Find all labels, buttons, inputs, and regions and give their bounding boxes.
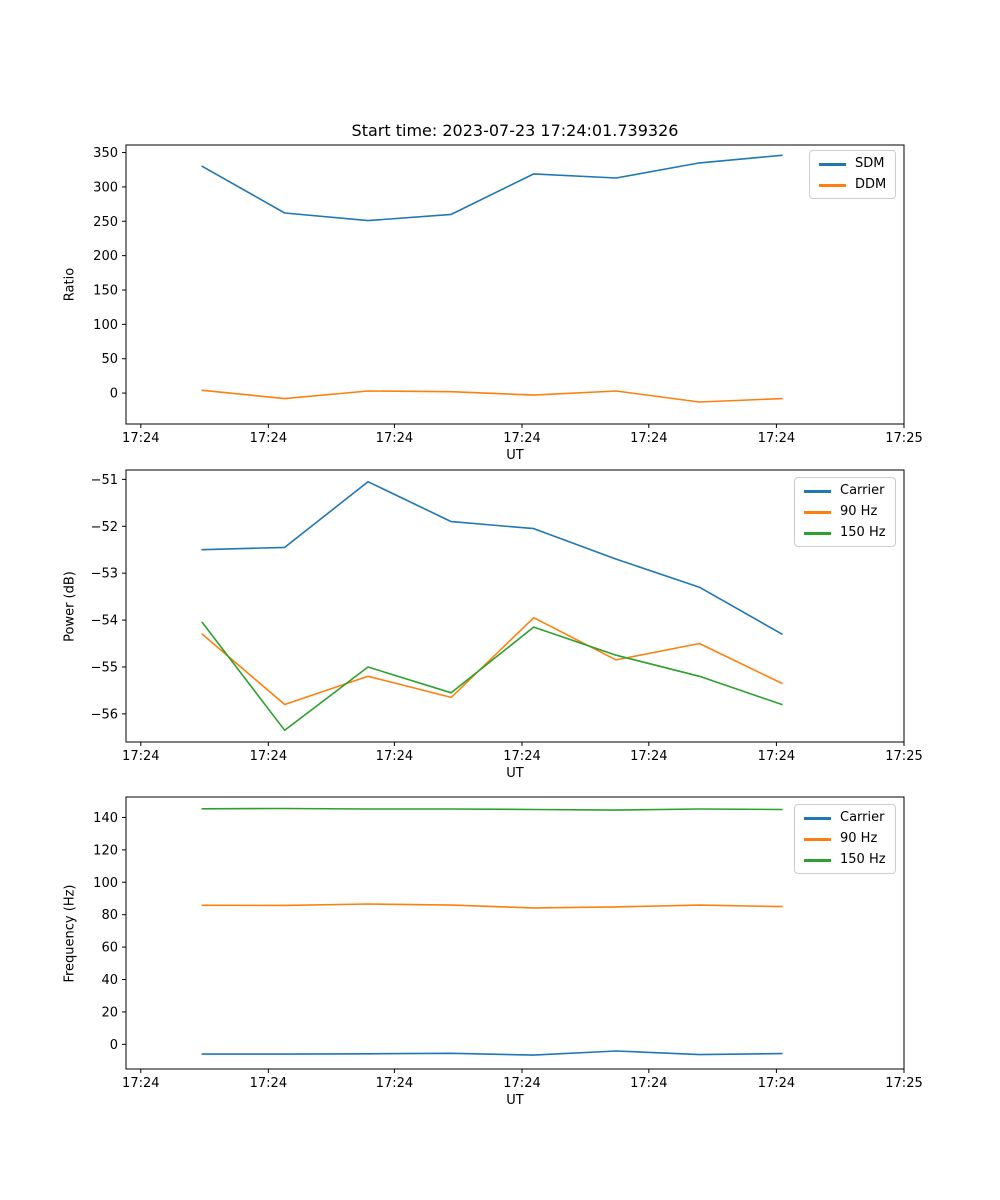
x-tick-label: 17:24 xyxy=(122,749,160,764)
legend-label: 90 Hz xyxy=(840,831,878,846)
legend-label: 150 Hz xyxy=(840,525,886,540)
y-tick-label: 150 xyxy=(93,283,118,299)
legend-swatch xyxy=(804,490,831,493)
x-tick-label: 17:25 xyxy=(885,749,923,764)
y-tick-label: 60 xyxy=(101,940,118,956)
y-tick-label: 250 xyxy=(93,214,118,230)
series-line-90-hz xyxy=(202,904,782,908)
series-line-ddm xyxy=(202,390,782,402)
x-tick-label: 17:24 xyxy=(503,1076,541,1091)
x-tick-label: 17:25 xyxy=(885,1076,923,1091)
x-tick-label: 17:24 xyxy=(757,749,796,764)
x-axis-label-ut-bottom: UT xyxy=(506,1093,524,1108)
y-tick-label: 40 xyxy=(101,973,118,989)
figure-title: Start time: 2023-07-23 17:24:01.739326 xyxy=(351,121,679,140)
legend-label: Carrier xyxy=(840,483,885,498)
y-axis-label-power: Power (dB) xyxy=(62,571,78,642)
x-axis-label-ut-top: UT xyxy=(506,448,524,463)
y-tick-label: 100 xyxy=(93,875,118,891)
legend-item-ddm xyxy=(819,177,886,193)
y-tick-label: 120 xyxy=(93,843,118,859)
y-tick-label: 80 xyxy=(101,908,118,924)
x-tick-label: 17:24 xyxy=(630,749,668,764)
plot-area xyxy=(126,145,904,424)
y-tick-label: 350 xyxy=(93,146,118,162)
x-tick-label: 17:24 xyxy=(630,431,668,446)
legend-swatch xyxy=(804,511,831,514)
series-line-carrier xyxy=(202,482,782,634)
legend-item-sdm xyxy=(819,156,886,172)
legend-swatch xyxy=(804,838,831,841)
x-tick-label: 17:24 xyxy=(375,1076,414,1091)
x-tick-label: 17:24 xyxy=(757,431,796,446)
x-tick-label: 17:25 xyxy=(885,431,923,446)
x-tick-label: 17:24 xyxy=(630,1076,668,1091)
y-tick-label: 200 xyxy=(93,249,118,265)
x-tick-label: 17:24 xyxy=(122,1076,160,1091)
x-tick-label: 17:24 xyxy=(375,431,414,446)
y-tick-label: 0 xyxy=(109,1037,118,1053)
legend-item-150-hz xyxy=(804,852,886,868)
legend-item-90-hz xyxy=(804,504,886,520)
plot-area xyxy=(126,797,904,1069)
y-tick-label: 140 xyxy=(93,810,118,826)
y-tick-label: −51 xyxy=(90,472,118,488)
y-tick-label: 20 xyxy=(101,1005,118,1021)
y-tick-label: 100 xyxy=(93,317,118,333)
y-tick-label: 50 xyxy=(101,352,118,368)
legend-label: DDM xyxy=(855,177,887,192)
y-axis-label-ratio: Ratio xyxy=(62,267,78,302)
legend-item-150-hz xyxy=(804,525,886,541)
legend-power xyxy=(794,477,896,547)
legend-swatch xyxy=(819,184,846,187)
y-tick-label: −52 xyxy=(90,519,118,535)
y-axis-label-frequency: Frequency (Hz) xyxy=(62,884,78,983)
x-tick-label: 17:24 xyxy=(249,431,288,446)
legend-swatch xyxy=(804,859,831,862)
x-tick-label: 17:24 xyxy=(503,431,541,446)
legend-item-carrier xyxy=(804,810,886,826)
x-tick-label: 17:24 xyxy=(249,1076,288,1091)
legend-swatch xyxy=(804,532,831,535)
legend-item-90-hz xyxy=(804,831,886,847)
y-tick-label: −56 xyxy=(90,707,118,723)
y-tick-label: −55 xyxy=(90,660,118,676)
legend-ratio xyxy=(809,150,896,199)
series-line-150-hz xyxy=(202,622,782,730)
series-line-sdm xyxy=(202,155,782,220)
x-tick-label: 17:24 xyxy=(122,431,160,446)
legend-item-carrier xyxy=(804,483,886,499)
legend-label: Carrier xyxy=(840,810,885,825)
series-line-150-hz xyxy=(202,809,782,811)
y-tick-label: −53 xyxy=(90,566,118,582)
y-tick-label: −54 xyxy=(90,613,118,629)
legend-swatch xyxy=(804,817,831,820)
legend-swatch xyxy=(819,163,846,166)
legend-label: SDM xyxy=(855,156,885,171)
legend-label: 90 Hz xyxy=(840,504,878,519)
y-tick-label: 0 xyxy=(109,386,118,402)
series-line-carrier xyxy=(202,1051,782,1055)
x-tick-label: 17:24 xyxy=(503,749,541,764)
x-tick-label: 17:24 xyxy=(375,749,414,764)
legend-label: 150 Hz xyxy=(840,852,886,867)
x-axis-label-ut-middle: UT xyxy=(506,766,524,781)
plot-area xyxy=(126,470,904,742)
y-tick-label: 300 xyxy=(93,180,118,196)
x-tick-label: 17:24 xyxy=(757,1076,796,1091)
legend-frequency xyxy=(794,804,896,874)
x-tick-label: 17:24 xyxy=(249,749,288,764)
